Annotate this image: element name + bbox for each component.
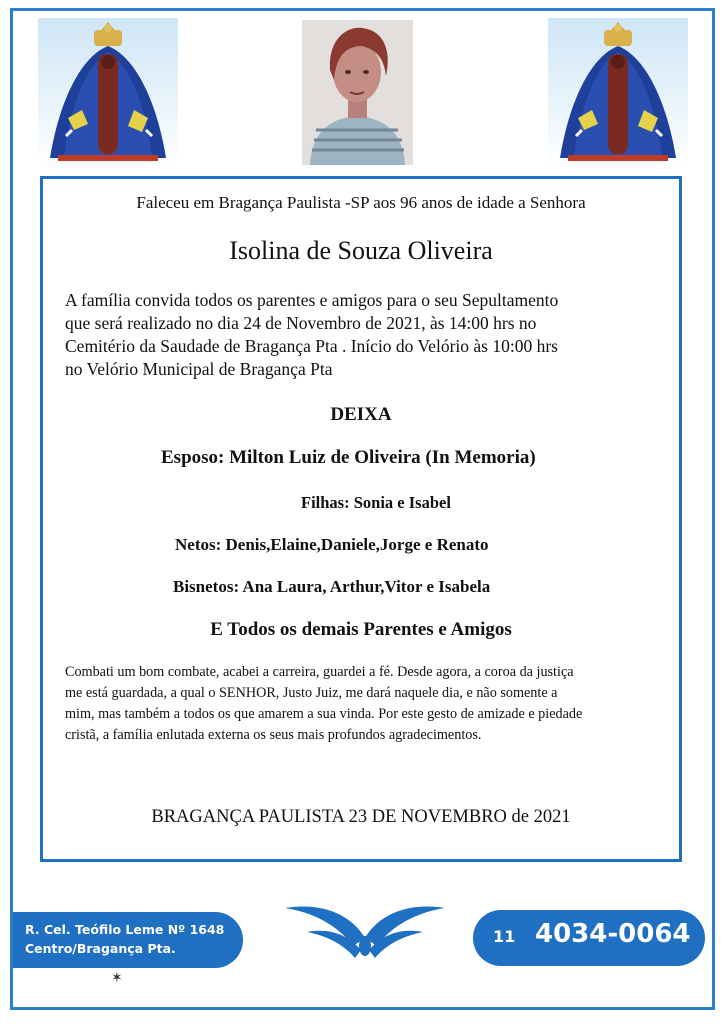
great-grandchildren-line: Bisnetos: Ana Laura, Arthur,Vitor e Isabela [173, 577, 491, 596]
paragraph-line: A família convida todos os parentes e amigos para o seu Sepultamento [65, 290, 559, 310]
portrait-photo [302, 20, 413, 165]
grandchildren-line: Netos: Denis,Elaine,Daniele,Jorge e Renato [175, 535, 489, 554]
phone-badge [473, 910, 705, 966]
bible-verse-paragraph [65, 662, 669, 746]
address-line: Centro/Bragança Pta. [25, 941, 176, 956]
paragraph-line: no Velório Municipal de Bragança Pta [65, 359, 333, 379]
dateline: BRAGANÇA PAULISTA 23 DE NOVEMBRO de 2021 [151, 807, 571, 827]
deixa-heading: DEIXA [330, 404, 392, 425]
paragraph-line: que será realizado no dia 24 de Novembro de 2021, às 14:00 hrs no [65, 313, 537, 333]
daughters-line: Filhas: Sonia e Isabel [301, 493, 451, 512]
deceased-name: Isolina de Souza Oliveira [229, 236, 493, 265]
intro-text: Faleceu em Bragança Paulista -SP aos 96 anos de idade a Senhora [136, 193, 586, 212]
spouse-line: Esposo: Milton Luiz de Oliveira (In Memoria) [161, 447, 536, 468]
relatives-friends-line: E Todos os demais Parentes e Amigos [210, 619, 512, 640]
obituary-notice-box [40, 176, 682, 862]
verse-line: me está guardada, a qual o SENHOR, Justo Juiz, me dará naquele dia, e não somente a [65, 685, 558, 701]
dove-wings-logo [281, 894, 449, 969]
phone-number: 4034-0064 [535, 919, 691, 949]
verse-line: cristã, a família enlutada externa os seus mais profundos agradecimentos. [65, 727, 482, 743]
scan-speck: ✶ [111, 971, 123, 986]
address-badge [13, 912, 243, 968]
paragraph-line: Cemitério da Saudade de Bragança Pta . Início do Velório às 10:00 hrs [65, 336, 558, 356]
phone-area-code: 11 [493, 927, 516, 946]
verse-line: mim, mas também a todos os que amarem a sua vinda. Por este gesto de amizade e piedade [65, 706, 583, 722]
verse-line: Combati um bom combate, acabei a carreira, guardei a fé. Desde agora, a coroa da justiça [65, 664, 574, 680]
address-line: R. Cel. Teófilo Leme Nº 1648 [25, 922, 225, 937]
footer [13, 866, 712, 1007]
our-lady-aparecida-image-right [548, 18, 688, 166]
our-lady-aparecida-image-left [38, 18, 178, 166]
funeral-paragraph [65, 289, 665, 381]
